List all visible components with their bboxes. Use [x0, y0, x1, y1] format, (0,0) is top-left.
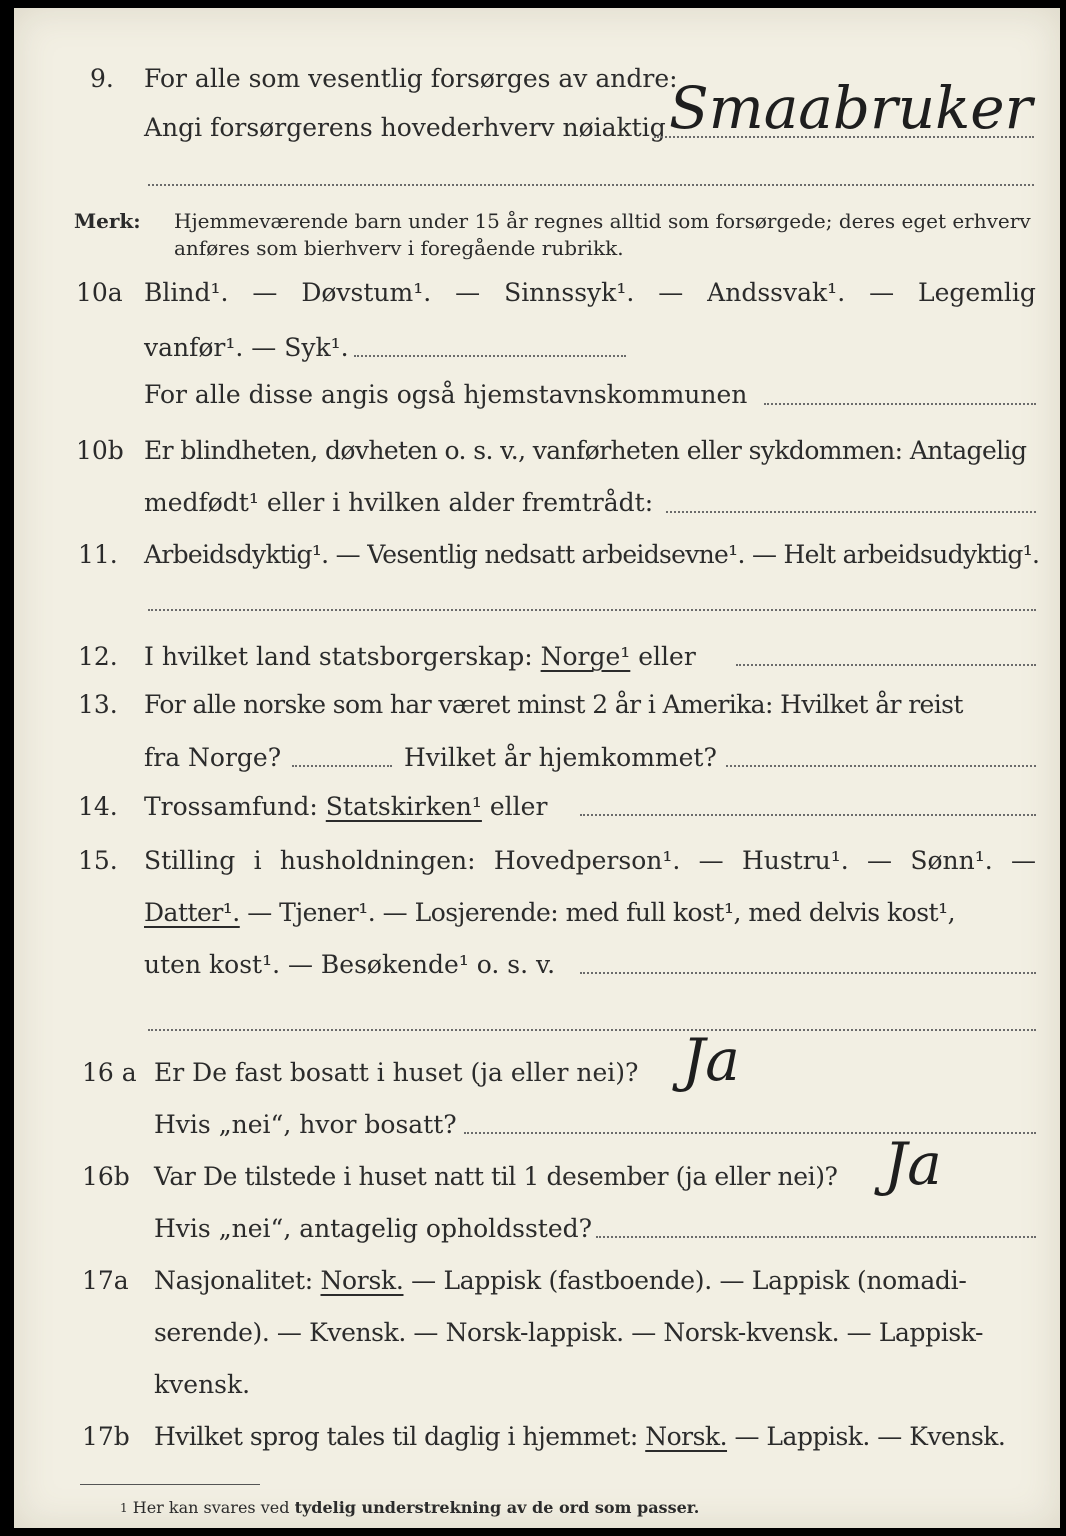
- q15-line3-dots: [580, 972, 1036, 974]
- q12-line: [144, 642, 696, 672]
- q9-line2: Angi forsørgerens hovederhverv nøiaktig: [144, 113, 666, 142]
- q10a-line2: vanfør¹. — Syk¹.: [144, 333, 349, 362]
- q17a-line2: serende). — Kvensk. — Norsk-lappisk. — Norsk-kvensk. — Lappisk-: [154, 1318, 984, 1347]
- q17a-line3: kvensk.: [154, 1370, 251, 1399]
- q10a-line3-dots: [764, 403, 1036, 405]
- q15-word: —: [1011, 846, 1036, 875]
- q13-hjemkommet-dots: [726, 765, 1036, 767]
- q9-handwritten-answer: Smaabruker: [669, 74, 1033, 142]
- q12-question: I hvilket land statsborgerskap:: [144, 642, 533, 671]
- q10b-line2-dots: [666, 511, 1036, 513]
- q15-line3: uten kost¹. — Besøkende¹ o. s. v.: [144, 950, 556, 979]
- q10a-line2-dots: [354, 355, 626, 357]
- q16b-line2: Hvis „nei“, antagelig opholdssted?: [154, 1214, 593, 1243]
- q10b-number: 10b: [76, 436, 124, 465]
- q10a-word: Døvstum¹.: [301, 278, 432, 307]
- q16a-line2: Hvis „nei“, hvor bosatt?: [154, 1110, 457, 1139]
- q15-answer-datter: Datter¹.: [144, 898, 240, 927]
- q10a-line3: For alle disse angis også hjemstavnskommunen: [144, 380, 748, 409]
- q10b-line1: Er blindheten, døvheten o. s. v., vanførheten eller sykdommen: Antagelig: [144, 436, 1027, 465]
- q12-answer-norge: Norge¹: [540, 642, 631, 671]
- q12-number: 12.: [78, 642, 118, 671]
- q15-word: —: [698, 846, 724, 875]
- q12-dots: [736, 664, 1036, 666]
- q16a-number: 16 a: [82, 1058, 137, 1087]
- q15-word: Stilling: [144, 846, 236, 875]
- q15-word: Hovedperson¹.: [493, 846, 681, 875]
- merk-label: Merk:: [74, 209, 141, 233]
- q16b-handwritten-answer: Ja: [884, 1130, 942, 1198]
- q10b-line2: medfødt¹ eller i hvilken alder fremtrådt:: [144, 488, 654, 517]
- footnote-emphasis: tydelig understrekning av de ord som passer.: [294, 1498, 700, 1517]
- q14-line: [144, 792, 547, 822]
- q15-extra-line: [148, 1029, 1036, 1031]
- q13-reist-dots: [292, 765, 392, 767]
- q10a-word: —: [869, 278, 895, 307]
- q14-number: 14.: [78, 792, 118, 821]
- q14-or: eller: [489, 792, 548, 821]
- q10a-word: Blind¹.: [144, 278, 229, 307]
- q10a-number: 10a: [76, 278, 123, 307]
- merk-line1: Hjemmeværende barn under 15 år regnes alltid som forsørgede; deres eget erhverv: [174, 209, 1031, 233]
- q16a-handwritten-answer: Ja: [682, 1026, 740, 1094]
- q13-line2a: fra Norge?: [144, 743, 282, 772]
- footnote-text: Her kan svares ved: [132, 1498, 290, 1517]
- q14-question: Trossamfund:: [144, 792, 318, 821]
- footnote-mark: 1: [120, 1501, 128, 1515]
- q10a-word: Andssvak¹.: [707, 278, 846, 307]
- q9-extra-line: [148, 184, 1034, 186]
- q12-or: eller: [638, 642, 696, 671]
- q17b-answer-norsk: Norsk.: [645, 1422, 728, 1451]
- q15-word: husholdningen:: [279, 846, 476, 875]
- q17b-question: Hvilket sprog tales til daglig i hjemmet:: [154, 1422, 638, 1451]
- q15-line2-rest: — Tjener¹. — Losjerende: med full kost¹, med delvis kost¹,: [247, 898, 956, 927]
- footnote-rule: [80, 1484, 260, 1485]
- q9-line1: For alle som vesentlig forsørges av andre:: [144, 64, 678, 93]
- q17b-number: 17b: [82, 1422, 130, 1451]
- q10a-word: —: [455, 278, 481, 307]
- q17a-line1: [154, 1266, 966, 1296]
- q16a-line2-dots: [464, 1132, 1036, 1134]
- q15-number: 15.: [78, 846, 118, 875]
- q17b-line: [154, 1422, 1005, 1452]
- q16b-line1: Var De tilstede i huset natt til 1 desember (ja eller nei)?: [154, 1162, 838, 1191]
- q10a-line1: [144, 278, 1036, 308]
- q16a-line1: Er De fast bosatt i huset (ja eller nei)?: [154, 1058, 639, 1087]
- q10a-word: Sinnssyk¹.: [504, 278, 635, 307]
- q15-word: —: [867, 846, 893, 875]
- census-form-page: [14, 8, 1060, 1528]
- q17a-answer-norsk: Norsk.: [320, 1266, 404, 1295]
- q15-line2: [144, 898, 955, 928]
- q9-number: 9.: [90, 64, 114, 93]
- q10a-word: Legemlig: [918, 278, 1036, 307]
- q16b-number: 16b: [82, 1162, 130, 1191]
- merk-line2: anføres som bierhverv i foregående rubrikk.: [174, 236, 624, 260]
- q15-word: Hustru¹.: [741, 846, 849, 875]
- q10a-word: —: [658, 278, 684, 307]
- q11-extra-line: [148, 609, 1036, 611]
- q17b-rest: — Lappisk. — Kvensk.: [734, 1422, 1006, 1451]
- q17a-question: Nasjonalitet:: [154, 1266, 313, 1295]
- q16b-line2-dots: [596, 1236, 1036, 1238]
- q10a-word: —: [252, 278, 278, 307]
- q17a-number: 17a: [82, 1266, 129, 1295]
- q13-line1: For alle norske som har været minst 2 år i Amerika: Hvilket år reist: [144, 690, 963, 719]
- q17a-line1-rest: — Lappisk (fastboende). — Lappisk (nomadi-: [411, 1266, 967, 1295]
- q11-line1: Arbeidsdyktig¹. — Vesentlig nedsatt arbeidsevne¹. — Helt arbeidsudyktig¹.: [144, 540, 1040, 569]
- q15-word: Sønn¹.: [910, 846, 993, 875]
- q13-number: 13.: [78, 690, 118, 719]
- q15-line1: [144, 846, 1036, 876]
- q14-dots: [580, 814, 1036, 816]
- q15-word: i: [253, 846, 262, 875]
- q13-line2b: Hvilket år hjemkommet?: [404, 743, 717, 772]
- footnote: [120, 1498, 699, 1518]
- q14-answer-statskirken: Statskirken¹: [325, 792, 482, 821]
- q11-number: 11.: [78, 540, 118, 569]
